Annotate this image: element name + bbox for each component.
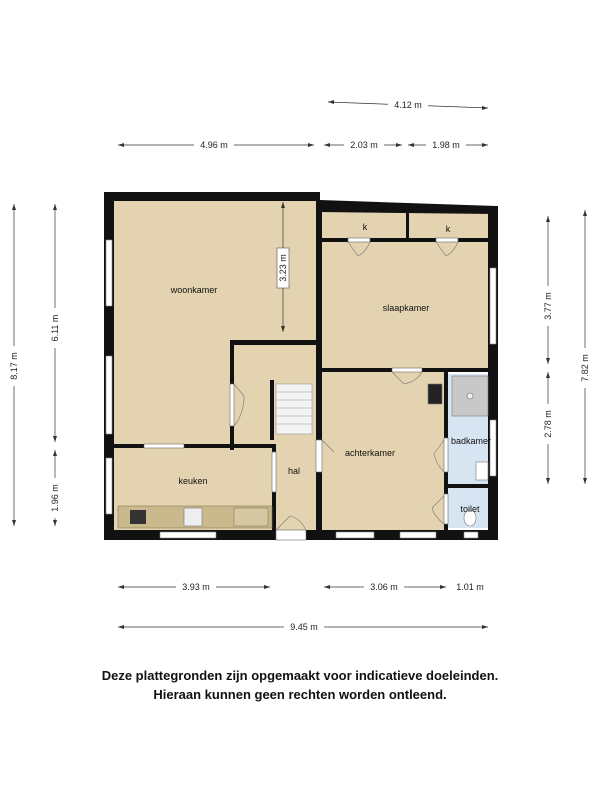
- window-bottom-3: [400, 532, 436, 538]
- wall-right: [488, 206, 498, 540]
- wall-hal-top: [230, 340, 318, 345]
- door-front: [276, 530, 306, 540]
- door-keuken-hal: [272, 452, 276, 492]
- window-left-2: [106, 356, 112, 434]
- wall-bath-toilet: [444, 484, 490, 488]
- disclaimer-line-2: Hieraan kunnen geen rechten worden ontleend.: [153, 687, 447, 702]
- wall-stairs-right: [270, 380, 274, 440]
- dim-top-2-03: 2.03 m: [350, 140, 378, 150]
- wall-top-left: [104, 192, 320, 201]
- sink: [184, 508, 202, 526]
- dim-right-7-82: 7.82 m: [580, 354, 590, 382]
- door-toilet: [444, 494, 448, 524]
- door-kast-left: [348, 238, 370, 242]
- wall-kast-divider: [406, 212, 409, 240]
- dim-top-4-12: 4.12 m: [394, 100, 422, 110]
- dim-right-3-77: 3.77 m: [543, 292, 553, 320]
- door-hal-achter: [316, 440, 322, 472]
- window-bottom-2: [336, 532, 374, 538]
- disclaimer-line-1: Deze plattegronden zijn opgemaakt voor indicatieve doeleinden.: [101, 668, 499, 683]
- door-hal-woon: [230, 384, 234, 426]
- label-badkamer: badkamer: [450, 436, 492, 446]
- window-left-3: [106, 458, 112, 514]
- window-right-2: [490, 420, 496, 476]
- dim-bottom-3-06: 3.06 m: [370, 582, 398, 592]
- kitchen-counter: [118, 506, 272, 528]
- window-left-1: [106, 240, 112, 306]
- label-kast-right: k: [445, 224, 451, 234]
- wall-top-right: [320, 200, 496, 214]
- label-achterkamer: achterkamer: [344, 448, 396, 458]
- label-toilet: toilet: [460, 504, 480, 514]
- dim-left-1-96: 1.96 m: [50, 484, 60, 512]
- wall-keuken-top: [114, 444, 274, 448]
- dim-bottom-9-45: 9.45 m: [290, 622, 318, 632]
- hob: [130, 510, 146, 524]
- dim-left-8-17: 8.17 m: [9, 352, 19, 380]
- washbasin: [476, 462, 488, 480]
- label-keuken: keuken: [178, 476, 208, 486]
- dim-top-1-98: 1.98 m: [432, 140, 460, 150]
- staircase: [276, 384, 312, 434]
- door-keuken-top: [144, 444, 184, 448]
- appliance: [234, 508, 268, 526]
- floor-areas: [114, 200, 488, 532]
- kast-floor: [322, 210, 488, 240]
- wall-mid-vertical: [316, 200, 322, 532]
- label-hal: hal: [287, 466, 301, 476]
- window-bottom-4: [464, 532, 478, 538]
- window-bottom-1: [160, 532, 216, 538]
- dim-inner-3-23: 3.23 m: [278, 254, 288, 282]
- dim-left-6-11: 6.11 m: [50, 314, 60, 342]
- boiler: [428, 384, 442, 404]
- door-bath: [444, 438, 448, 472]
- disclaimer: [0, 666, 600, 704]
- label-slaapkamer: slaapkamer: [382, 303, 430, 313]
- door-slaapkamer: [392, 368, 422, 372]
- dim-top-4-96: 4.96 m: [200, 140, 228, 150]
- window-right-1: [490, 268, 496, 344]
- dim-right-2-78: 2.78 m: [543, 410, 553, 438]
- door-kast-right: [436, 238, 458, 242]
- dim-bottom-1-01: 1.01 m: [456, 582, 484, 592]
- label-kast-left: k: [362, 222, 368, 232]
- wall-kast-bottom: [322, 238, 488, 242]
- dim-bottom-3-93: 3.93 m: [182, 582, 210, 592]
- label-woonkamer: woonkamer: [170, 285, 218, 295]
